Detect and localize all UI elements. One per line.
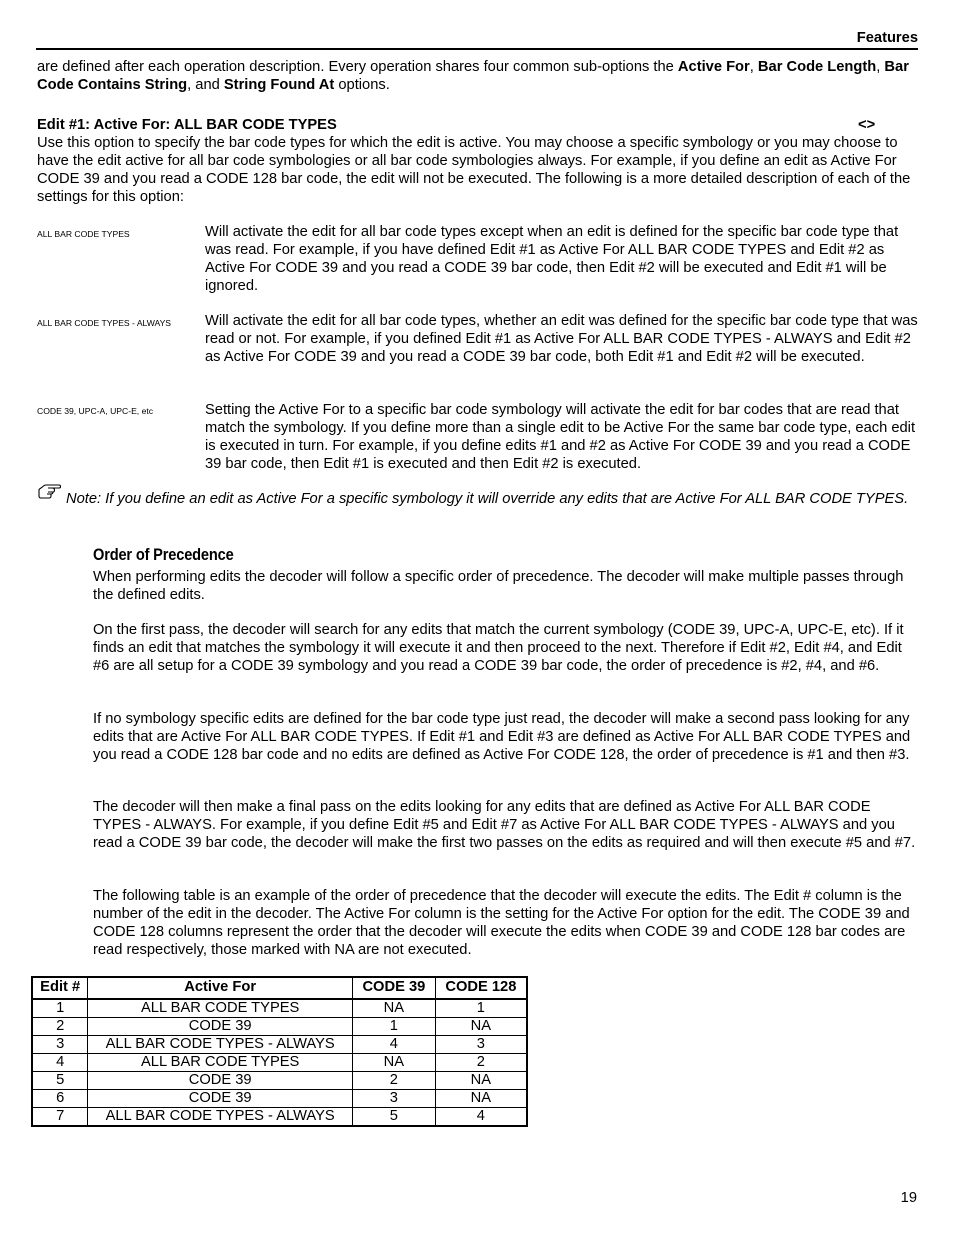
section-title: Order of Precedence: [93, 545, 234, 564]
table-cell: ALL BAR CODE TYPES: [88, 1054, 353, 1072]
intro-separator: , and: [187, 77, 224, 93]
table-cell: 1: [353, 1018, 436, 1036]
table-cell: 5: [32, 1072, 88, 1090]
column-header-active-for: Active For: [88, 977, 353, 999]
table-cell: CODE 39: [88, 1072, 353, 1090]
table-cell: NA: [353, 999, 436, 1018]
intro-option-active-for: Active For: [677, 59, 750, 75]
table-cell: 3: [435, 1036, 527, 1054]
table-cell: 2: [32, 1018, 88, 1036]
option-label: CODE 39, UPC-A, UPC-E, etc: [37, 406, 154, 416]
option-label: ALL BAR CODE TYPES: [37, 229, 130, 239]
table-cell: NA: [353, 1054, 436, 1072]
intro-paragraph: [37, 58, 917, 94]
edit-code: <>: [858, 117, 876, 133]
precedence-paragraph: On the first pass, the decoder will search for any edits that match the current symbology (CODE 39, UPC-A, UPC-E, etc). If it finds an edit that matches the symbology it will execute it and then proceed to the next. Therefore if Edit #2, Edit #4, and Edit #6 are all setup for a CODE 39 symbology and you read a CODE 39 bar code, the order of precedence is #2, #4, and #6.: [93, 622, 904, 674]
table-row: [32, 1108, 527, 1127]
header-rule: [36, 48, 918, 50]
edit-heading: Edit #1: Active For: ALL BAR CODE TYPES: [37, 117, 337, 133]
intro-separator: ,: [749, 59, 758, 75]
table-cell: NA: [435, 1072, 527, 1090]
table-row: [32, 999, 527, 1018]
table-cell: 2: [435, 1054, 527, 1072]
intro-separator: ,: [876, 59, 885, 75]
option-description: Will activate the edit for all bar code types, whether an edit was defined for the specific bar code type that was read or not. For example, if you defined Edit #1 as Active For ALL BAR CODE TYPES - ALWAYS and Edit #2 as Active For CODE 39 and you read a CODE 39 bar code, both Edit #1 and Edit #2 will be executed.: [205, 313, 918, 365]
table-header-row: [32, 977, 527, 999]
intro-option-bar-code-length: Bar Code Length: [757, 59, 877, 75]
option-label: ALL BAR CODE TYPES - ALWAYS: [37, 318, 172, 328]
column-header-code-39: CODE 39: [353, 977, 436, 999]
table-row: [32, 1072, 527, 1090]
table-cell: CODE 39: [88, 1018, 353, 1036]
table-cell: ALL BAR CODE TYPES: [88, 999, 353, 1018]
note-text: Note: If you define an edit as Active For a specific symbology it will override any edits that are Active For ALL BAR CODE TYPES.: [66, 491, 909, 507]
table-row: [32, 1036, 527, 1054]
table-row: [32, 1018, 527, 1036]
table-cell: 7: [32, 1108, 88, 1127]
table-cell: NA: [435, 1018, 527, 1036]
page-number: 19: [900, 1190, 917, 1206]
precedence-table: [31, 976, 528, 1127]
table-cell: CODE 39: [88, 1090, 353, 1108]
table-cell: 1: [32, 999, 88, 1018]
table-cell: 3: [32, 1036, 88, 1054]
table-cell: ALL BAR CODE TYPES - ALWAYS: [88, 1108, 353, 1127]
precedence-paragraph: The decoder will then make a final pass on the edits looking for any edits that are defined as Active For ALL BAR CODE TYPES - ALWAYS. For example, if you define Edit #5 and Edit #7 as Active For ALL BAR CODE TYPES - ALWAYS and you read a CODE 39 bar code, the decoder will make the first two passes on the edits as required and will then execute #5 and #7.: [93, 799, 916, 851]
table-cell: 2: [353, 1072, 436, 1090]
column-header-code-128: CODE 128: [435, 977, 527, 999]
table-cell: 4: [353, 1036, 436, 1054]
table-cell: ALL BAR CODE TYPES - ALWAYS: [88, 1036, 353, 1054]
intro-text: are defined after each operation description. Every operation shares four common sub-options the: [37, 59, 678, 75]
precedence-paragraph: When performing edits the decoder will follow a specific order of precedence. The decoder will make multiple passes through the defined edits.: [93, 569, 904, 603]
pointing-hand-icon: [37, 481, 61, 499]
table-cell: 4: [435, 1108, 527, 1127]
table-cell: 5: [353, 1108, 436, 1127]
table-cell: 4: [32, 1054, 88, 1072]
option-description: Setting the Active For to a specific bar code symbology will activate the edit for bar codes that are read that match the symbology. If you define more than a single edit to be Active For the same bar code type, each edit is executed in turn. For example, if you define edits #1 and #2 as Active For CODE 39 and you read a CODE 39 bar code, then Edit #1 is executed and then Edit #2 is executed.: [205, 402, 916, 472]
table-cell: 6: [32, 1090, 88, 1108]
option-description: Will activate the edit for all bar code types except when an edit is defined for the specific bar code type that was read. For example, if you have defined Edit #1 as Active For ALL BAR CODE TYPES and Edit #2 as Active For CODE 39 and you read a CODE 39 bar code, then Edit #2 will be executed and Edit #1 will be ignored.: [205, 224, 899, 294]
column-header-edit: Edit #: [32, 977, 88, 999]
precedence-paragraph: The following table is an example of the order of precedence that the decoder will execute the edits. The Edit # column is the number of the edit in the decoder. The Active For column is the setting for the Active For option for the edit. The CODE 39 and CODE 128 columns represent the order that the decoder will execute the edits when CODE 39 and CODE 128 bar codes are read respectively, those marked with NA are not executed.: [93, 888, 910, 958]
table-cell: 1: [435, 999, 527, 1018]
intro-option-contains-string: Bar Code Contains String: [37, 59, 909, 93]
intro-text-end: options.: [334, 77, 390, 93]
table-row: [32, 1090, 527, 1108]
table-cell: 3: [353, 1090, 436, 1108]
table-cell: NA: [435, 1090, 527, 1108]
table-row: [32, 1054, 527, 1072]
precedence-paragraph: If no symbology specific edits are defined for the bar code type just read, the decoder will make a second pass looking for any edits that are Active For ALL BAR CODE TYPES. If Edit #1 and Edit #3 are defined as Active For ALL BAR CODE TYPES and you read a CODE 128 bar code and no edits are defined as Active For CODE 128, the order of precedence is #1 and then #3.: [93, 711, 911, 763]
edit-description: Use this option to specify the bar code types for which the edit is active. You may choose a specific symbology or you may choose to have the edit active for all bar code symbologies or all bar code symbologies always. For example, if you define an edit as Active For CODE 39 and you read a CODE 128 bar code, the edit will not be executed. The following is a more detailed description of each of the settings for this option:: [37, 135, 911, 205]
section-header: Features: [856, 30, 918, 46]
intro-option-string-found-at: String Found At: [223, 77, 335, 93]
